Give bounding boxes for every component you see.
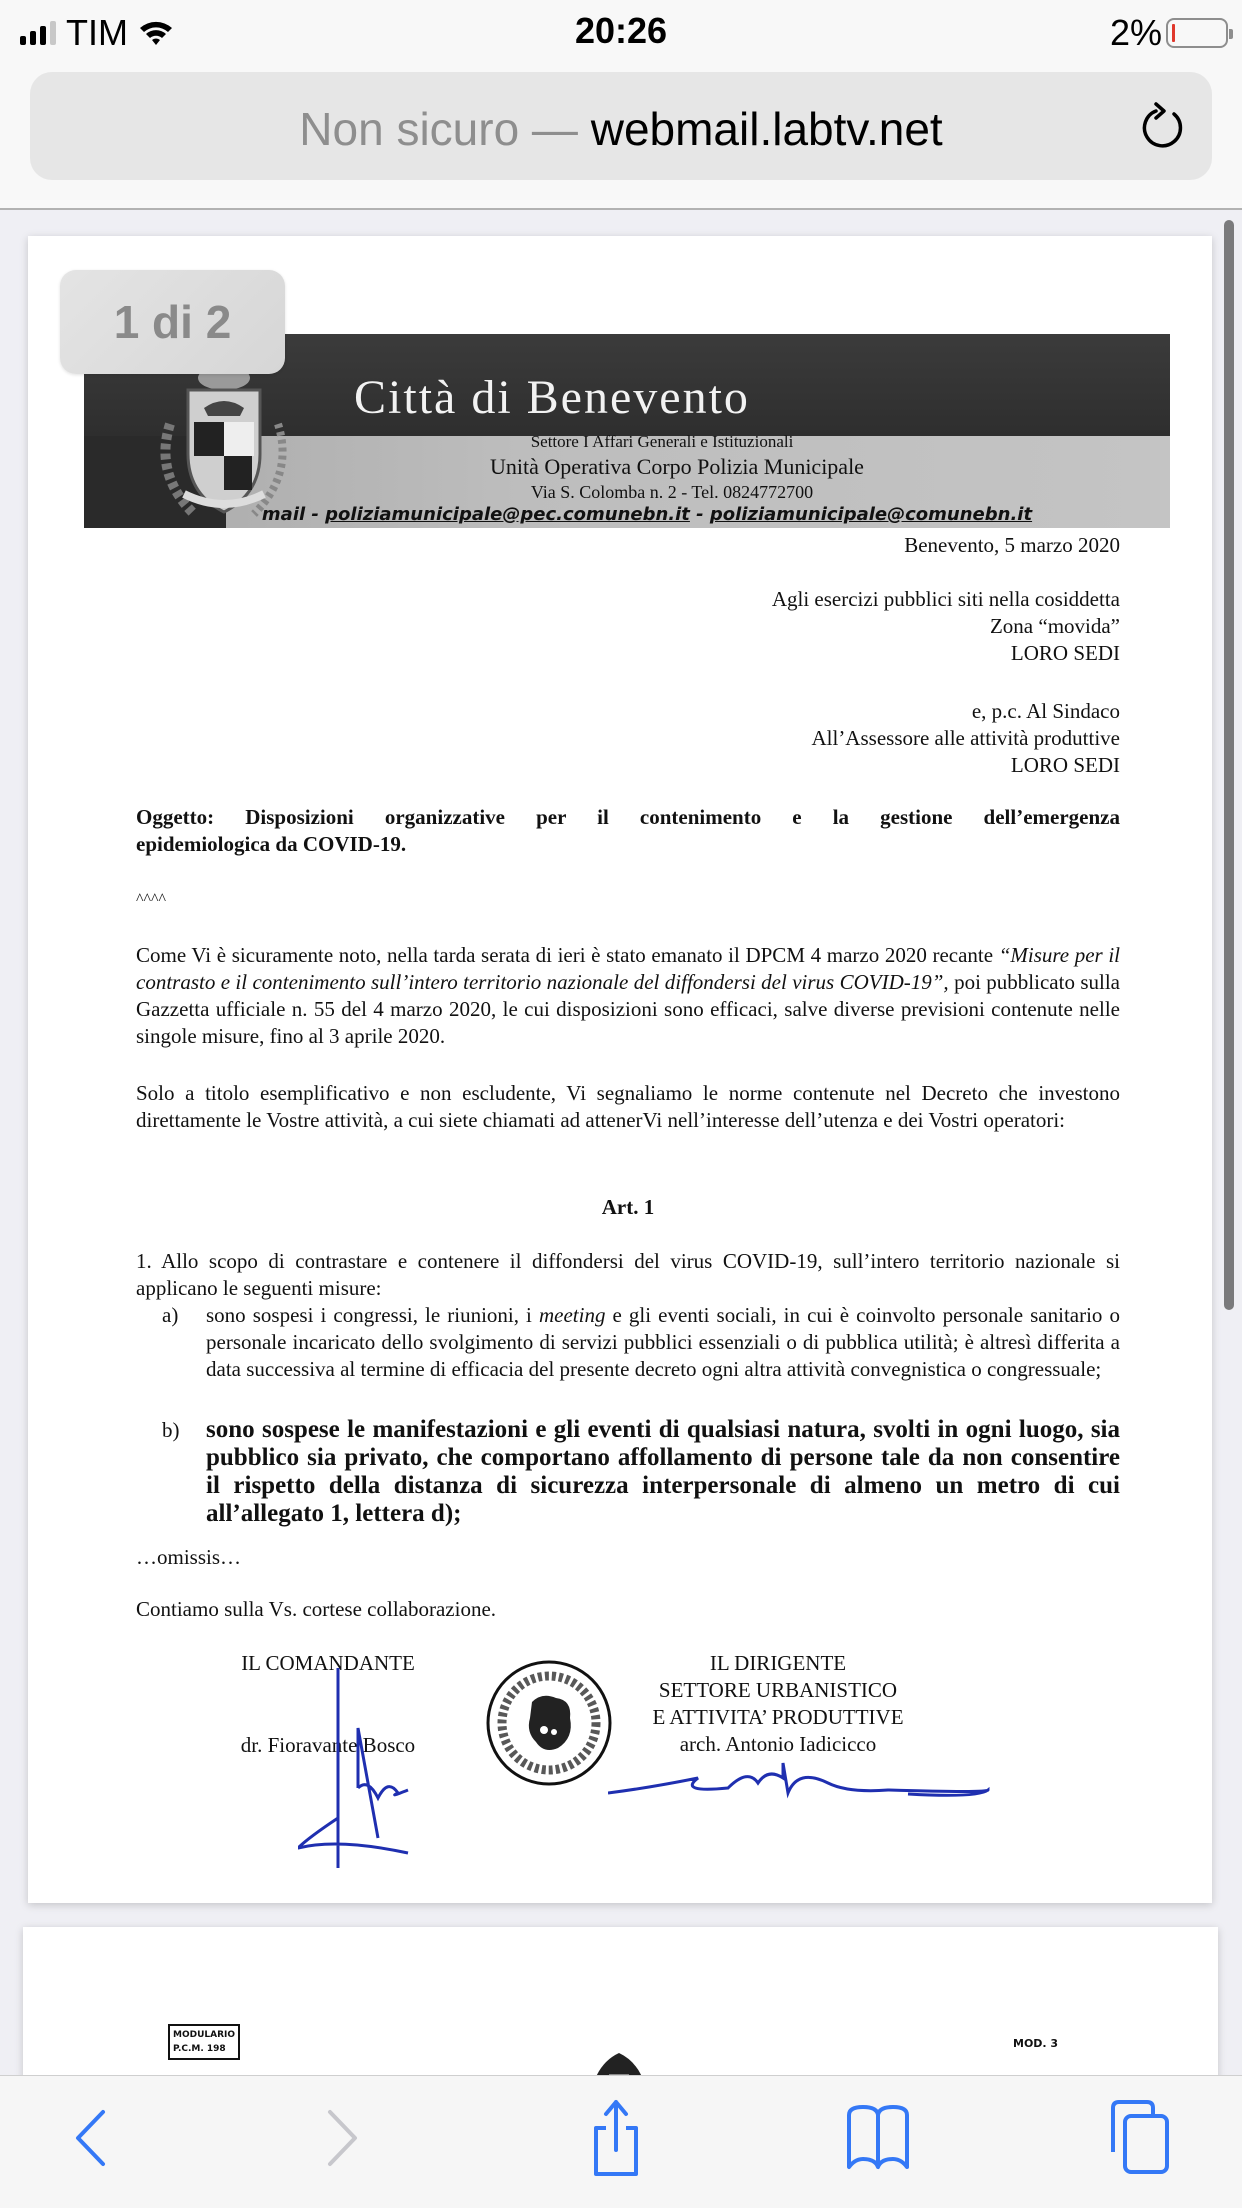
email-pec-link[interactable]: poliziamunicipale@pec.comunebn.it: [325, 504, 690, 525]
item-a-italic: meeting: [538, 1303, 606, 1327]
omissis: …omissis…: [136, 1545, 242, 1569]
list-item-b: [162, 1416, 1120, 1528]
tabs-button[interactable]: [1100, 2098, 1180, 2178]
subject-line-1: Oggetto: Disposizioni organizzative per il contenimento e la gestione dell’emergenza: [136, 805, 1120, 829]
list-item-a: [162, 1302, 1120, 1383]
article-heading: Art. 1: [601, 1195, 655, 1219]
bookmarks-icon: [843, 2103, 913, 2173]
share-button[interactable]: [576, 2098, 656, 2178]
signatory-role: IL DIRIGENTE: [709, 1651, 847, 1675]
status-right: [1110, 12, 1228, 54]
browser-toolbar: [0, 2075, 1242, 2208]
security-warning: Non sicuro —: [299, 103, 578, 155]
signature-right: [608, 1748, 1008, 1808]
battery-level: [1172, 24, 1175, 42]
back-icon: [70, 2108, 110, 2168]
form-code-line: P.C.M. 198: [173, 2044, 226, 2054]
signatory-right: [628, 1650, 928, 1758]
article-intro: 1. Allo scopo di contrastare e contenere il diffondersi del virus COVID-19, sull’intero territorio nazionale si applicano le seguenti misure:: [136, 1249, 1120, 1300]
official-stamp-icon: [484, 1658, 614, 1788]
cc-line: e, p.c. Al Sindaco: [971, 699, 1120, 723]
letter-subject: [136, 804, 1120, 858]
scrollbar[interactable]: [1224, 220, 1234, 1310]
clock: 20:26: [574, 10, 668, 51]
paragraph-norms: Solo a titolo esemplificativo e non escludente, Vi segnaliamo le norme contenute nel Decreto che investono direttamente le Vostre attività, a cui siete chiamati ad attenerVi nell’interesse dell’utenza e dei Vostri operatori:: [136, 1081, 1120, 1132]
separator: ^^^^: [136, 891, 167, 908]
address-bar[interactable]: [30, 72, 1212, 180]
page-indicator: 1 di 2: [60, 270, 285, 374]
signatory-role: E ATTIVITA’ PRODUTTIVE: [652, 1705, 904, 1729]
para1-text: Come Vi è sicuramente noto, nella tarda serata di ieri è stato emanato il DPCM 4 marzo 2020 recante: [136, 943, 999, 967]
item-text: [206, 1302, 1120, 1383]
signature-left: [298, 1668, 438, 1868]
para1-quote: “Misure per il contrasto e il contenimento sull’intero territorio nazionale del diffondersi del virus COVID-19”,: [136, 943, 1120, 994]
cc-line: LORO SEDI: [1010, 753, 1120, 777]
reload-icon[interactable]: [1136, 100, 1190, 154]
form-mod-label: MOD. 3: [1013, 2037, 1059, 2050]
item-a-pre: sono sospesi i congressi, le riunioni, i: [206, 1303, 539, 1327]
forward-button[interactable]: [302, 2098, 382, 2178]
url-display[interactable]: [30, 102, 1212, 156]
state-emblem-icon: [579, 2045, 659, 2075]
document-page-2: [23, 1927, 1218, 2075]
paragraph-dpcm: [136, 942, 1120, 1050]
url-host: webmail.labtv.net: [590, 103, 943, 155]
letterhead-unit: Unità Operativa Corpo Polizia Municipale: [490, 454, 864, 479]
item-text: sono sospese le manifestazioni e gli eventi di qualsiasi natura, svolti in ogni luogo, sia pubblico sia privato, che comportano affollamento di persone tale da non consentire il rispetto della distanza di sicurezza interpersonale di almeno un metro di cui all’allegato 1, lettera d);: [206, 1416, 1120, 1527]
letterhead-sector: Settore I Affari Generali e Istituzionali: [530, 432, 794, 451]
mail-separator: -: [689, 504, 710, 525]
letterhead-address: Via S. Colomba n. 2 - Tel. 0824772700: [530, 482, 814, 502]
cc-block: [108, 698, 1120, 779]
recipient-line: Zona “movida”: [989, 614, 1120, 638]
subject-line-2: epidemiologica da COVID-19.: [136, 832, 407, 856]
cc-line: All’Assessore alle attività produttive: [811, 726, 1120, 750]
letterhead-emails: [84, 504, 1170, 525]
signatory-role: SETTORE URBANISTICO: [658, 1678, 898, 1702]
signatory-role: IL COMANDANTE: [241, 1651, 415, 1675]
mail-prefix: mail -: [261, 504, 326, 525]
signatory-name: dr. Fioravante Bosco: [240, 1733, 416, 1757]
share-icon: [586, 2098, 646, 2178]
pdf-viewer[interactable]: [0, 212, 1242, 2075]
item-label: b): [162, 1418, 180, 1442]
item-label: a): [162, 1303, 179, 1327]
email-link[interactable]: poliziamunicipale@comunebn.it: [709, 504, 1033, 525]
letterhead-title: Città di Benevento: [354, 371, 750, 424]
closing-line: Contiamo sulla Vs. cortese collaborazione.: [136, 1597, 497, 1621]
signatory-name: arch. Antonio Iadicicco: [679, 1732, 877, 1756]
browser-navbar: [0, 62, 1242, 210]
para1-text-cont: poi pubblicato sulla Gazzetta ufficiale n. 55 del 4 marzo 2020, le cui disposizioni sono efficaci, salve diverse previsioni contenute nelle singole misure, fino al 3 aprile 2020.: [136, 970, 1120, 1048]
letter-date: Benevento, 5 marzo 2020: [904, 533, 1120, 557]
form-code-line: MODULARIO: [173, 2030, 236, 2040]
form-code-box: [168, 2024, 240, 2060]
tabs-icon: [1105, 2098, 1175, 2178]
recipient-line: Agli esercizi pubblici siti nella cosiddetta: [771, 587, 1120, 611]
forward-icon: [322, 2108, 362, 2168]
recipient-line: LORO SEDI: [1010, 641, 1120, 665]
item-a-post: e gli eventi sociali, in cui è coinvolto personale sanitario o personale incaricato dello svolgimento di servizi pubblici essenziali o di pubblica utilità; è altresì differita a data successiva al termine di efficacia del presente decreto ogni altra attività convegnistica o congressuale;: [206, 1303, 1120, 1381]
bookmarks-button[interactable]: [838, 2098, 918, 2178]
battery-percent: 2%: [1109, 12, 1162, 53]
document-page-1: [28, 236, 1212, 1903]
back-button[interactable]: [50, 2098, 130, 2178]
status-bar: [0, 0, 1242, 62]
recipients-block: [108, 586, 1120, 667]
battery-icon: [1166, 18, 1228, 48]
carrier-label: TIM: [66, 12, 128, 53]
